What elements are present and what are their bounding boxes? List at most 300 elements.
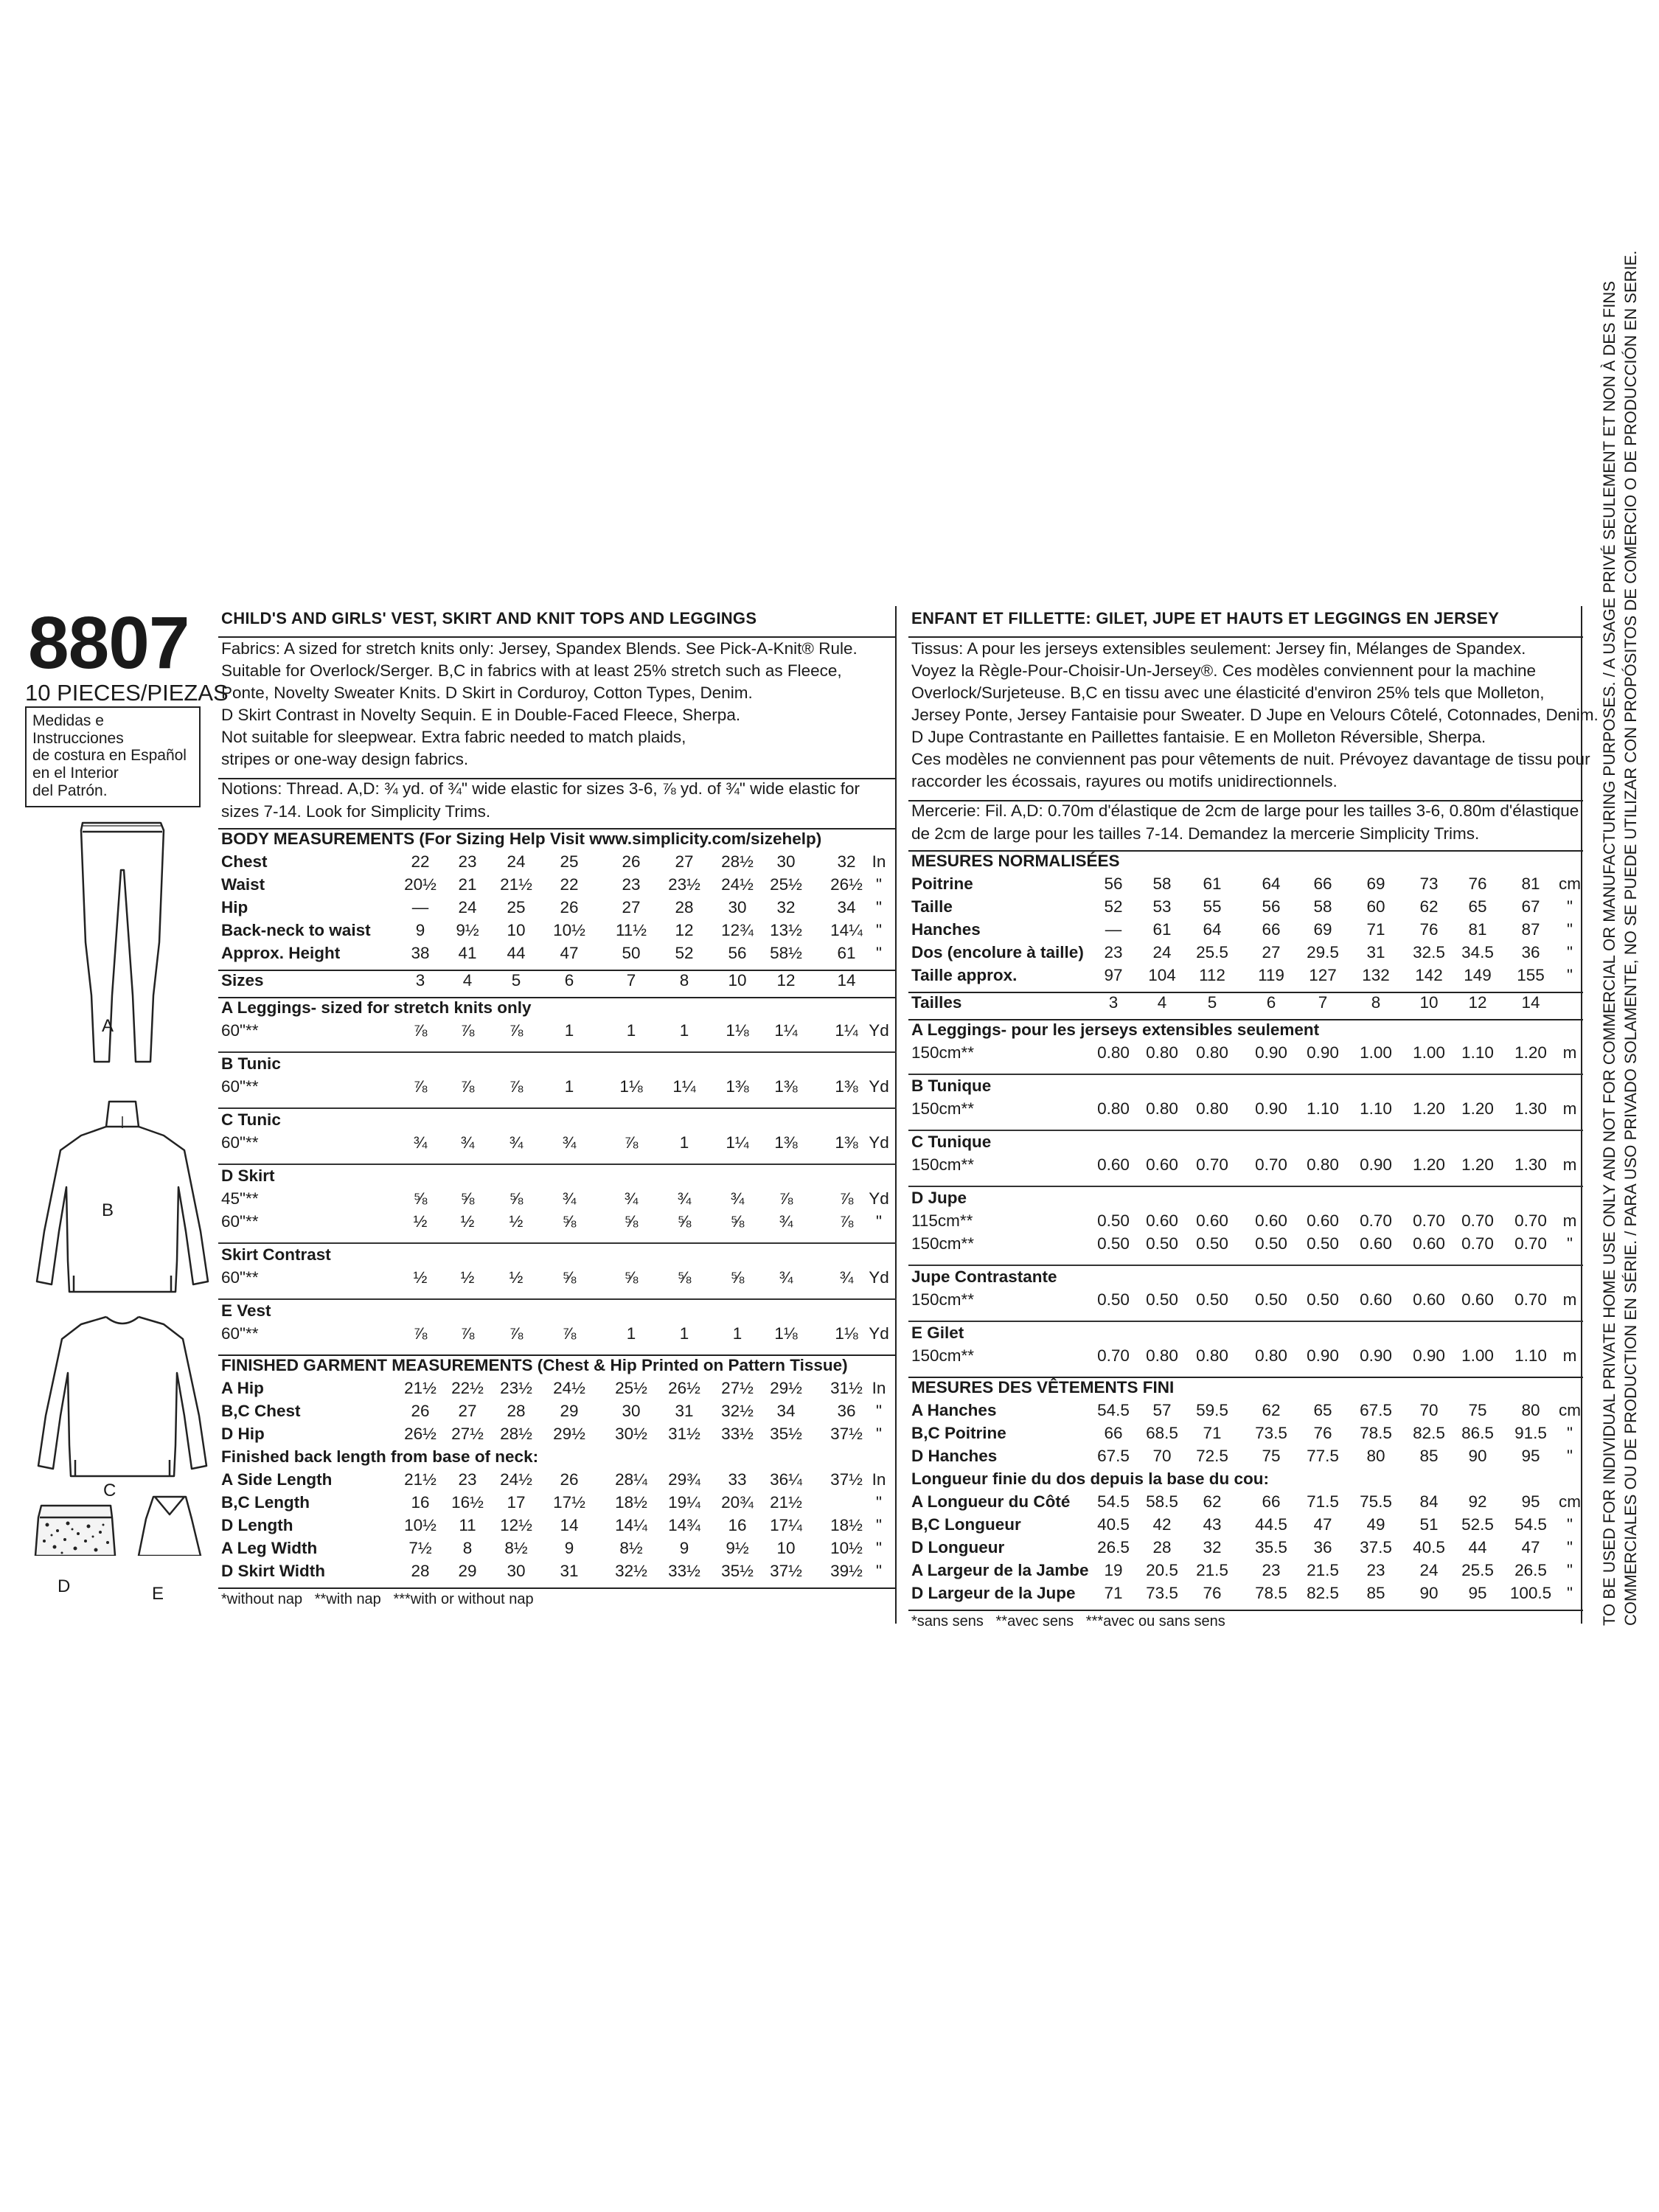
body-measurement-row-value: 66 (1313, 874, 1332, 893)
yardage-row-value: 1⅜ (835, 1133, 858, 1152)
body-measurement-row-value: 73 (1419, 874, 1439, 893)
yardage-row-unit: m (1562, 1155, 1577, 1174)
finished-measurement-row-value: 80 (1521, 1401, 1540, 1419)
yardage-row-value: 0.50 (1097, 1234, 1130, 1253)
yardage-row-value: 0.80 (1146, 1346, 1178, 1365)
body-measurement-row-value: 26½ (830, 875, 863, 894)
notions-text: Mercerie: Fil. A,D: 0.70m d'élastique de 2cm de large pour les tailles 3-6, 0.80m d'élastique (911, 801, 1579, 820)
finished-measurement-row-value: 67.5 (1360, 1401, 1392, 1419)
length-row-value: 44.5 (1255, 1515, 1287, 1534)
length-row-value: 58.5 (1146, 1492, 1178, 1511)
length-row-value: 36¼ (770, 1470, 802, 1489)
body-measurement-row-value: 67 (1521, 897, 1540, 916)
body-measurement-row-value: 112 (1199, 966, 1225, 984)
body-measurement-row-value: 127 (1309, 966, 1337, 984)
finished-measurement-row-unit: In (872, 1379, 886, 1397)
yardage-row-value: 1.30 (1514, 1099, 1547, 1118)
body-measurement-row-unit: " (1567, 920, 1573, 939)
yardage-row-value: 1 (564, 1021, 574, 1040)
yardage-row-value: ½ (509, 1268, 524, 1287)
length-row-unit: " (876, 1539, 882, 1557)
yardage-row-value: 0.90 (1360, 1346, 1392, 1365)
yardage-row-value: 1⅜ (726, 1077, 749, 1096)
yardage-view-title: E Vest (221, 1301, 271, 1320)
yardage-row-value: ½ (413, 1268, 428, 1287)
body-measurement-row-value: 24 (458, 898, 477, 917)
length-row-value: 17¼ (770, 1516, 802, 1534)
yardage-row-value: 1⅛ (774, 1324, 798, 1343)
yardage-row-value: 0.80 (1097, 1043, 1130, 1062)
length-row-label: A Side Length (221, 1470, 333, 1489)
fabrics-text: Jersey Ponte, Jersey Fantaisie pour Sweater. D Jupe en Velours Côtelé, Cotonnades, Denim. (911, 706, 1599, 724)
yardage-row-value: 0.80 (1196, 1099, 1228, 1118)
body-measurement-row-value: 69 (1366, 874, 1385, 893)
yardage-row-unit: Yd (869, 1021, 889, 1040)
length-row-label: A Longueur du Côté (911, 1492, 1071, 1511)
yardage-row-value: ⅝ (562, 1268, 577, 1287)
body-measurement-row-label: Hip (221, 898, 248, 917)
length-row-label: D Largeur de la Jupe (911, 1584, 1076, 1602)
rule-line (218, 1107, 897, 1109)
length-row-value: 54.5 (1097, 1492, 1130, 1511)
disclaimer-line: TO BE USED FOR INDIVIDUAL PRIVATE HOME USE ONLY AND NOT FOR COMMERCIAL OR MANUFACTURING PURPOSES. / A USAGE PRIVÉ SEULEMENT ET NON À DES FINS (1600, 281, 1618, 1626)
yardage-row-value: 1.10 (1514, 1346, 1547, 1365)
length-row-value: 36 (1313, 1538, 1332, 1557)
yardage-row-label: 60"** (221, 1133, 259, 1152)
figure-label-c: C (103, 1481, 116, 1500)
length-row-label: D Skirt Width (221, 1562, 326, 1580)
body-measurement-row-value: 21½ (500, 875, 532, 894)
finished-measurement-row-value: 29½ (770, 1379, 802, 1397)
rule-line (218, 1242, 897, 1244)
length-row-value: 28 (411, 1562, 430, 1580)
finished-measurement-row-unit: cm (1559, 1401, 1581, 1419)
finished-measurement-row-label: B,C Poitrine (911, 1424, 1006, 1442)
yardage-row-value: 0.50 (1196, 1234, 1228, 1253)
body-measurement-row-value: 56 (1104, 874, 1123, 893)
body-measurement-row-value: 60 (1366, 897, 1385, 916)
sizes-row-value: 8 (1371, 993, 1381, 1012)
finished-measurement-row-value: 78.5 (1360, 1424, 1392, 1442)
body-measurement-row-value: 32.5 (1413, 943, 1445, 961)
length-row-value: 75.5 (1360, 1492, 1392, 1511)
body-measurement-row-value: — (411, 898, 429, 917)
length-row-unit: " (876, 1516, 882, 1534)
yardage-row-unit: m (1562, 1211, 1577, 1230)
body-measurement-row-label: Hanches (911, 920, 981, 939)
yardage-row-value: 1¼ (835, 1021, 858, 1040)
notions-text: de 2cm de large pour les tailles 7-14. Demandez la mercerie Simplicity Trims. (911, 824, 1480, 843)
figure-label-a: A (102, 1016, 114, 1036)
body-measurement-row-value: 87 (1521, 920, 1540, 939)
finished-measurement-row-unit: " (876, 1425, 882, 1443)
sizes-row-value: 10 (1419, 993, 1439, 1012)
spanish-note-line: Medidas e Instrucciones (32, 712, 124, 747)
length-row-value: 21½ (770, 1493, 802, 1512)
rule-line (218, 1587, 897, 1589)
yardage-row-value: 1⅛ (619, 1077, 643, 1096)
yardage-row-value: 0.80 (1097, 1099, 1130, 1118)
yardage-row-value: 0.70 (1514, 1290, 1547, 1309)
yardage-row-value: 0.90 (1307, 1346, 1339, 1365)
body-measurement-row-value: 26 (622, 852, 641, 871)
finished-measurement-row-value: 62 (1262, 1401, 1281, 1419)
length-row-value: 84 (1419, 1492, 1439, 1511)
sizes-row-value: 7 (626, 971, 636, 990)
body-measurement-row-value: 28½ (721, 852, 754, 871)
yardage-row-value: 0.90 (1255, 1099, 1287, 1118)
yardage-row-value: 0.60 (1413, 1234, 1445, 1253)
length-row-value: 30 (507, 1562, 526, 1580)
length-row-value: 19 (1104, 1561, 1123, 1579)
body-measurement-row-value: 61 (1203, 874, 1222, 893)
length-row-value: 51 (1419, 1515, 1439, 1534)
body-measurement-row-label: Waist (221, 875, 265, 894)
yardage-row-value: ¾ (779, 1212, 793, 1231)
body-measurement-row-value: 25½ (770, 875, 802, 894)
finished-measurement-row-value: 29 (560, 1402, 579, 1420)
finished-measurement-row-value: 91.5 (1514, 1424, 1547, 1442)
body-measurement-row-value: 119 (1258, 966, 1284, 984)
section-title: ENFANT ET FILLETTE: GILET, JUPE ET HAUTS ET LEGGINGS EN JERSEY (911, 609, 1500, 627)
length-row-value: 35.5 (1255, 1538, 1287, 1557)
yardage-row-value: ½ (460, 1268, 475, 1287)
finished-measurement-row-value: 30 (622, 1402, 641, 1420)
notions-text: Notions: Thread. A,D: ¾ yd. of ¾" wide elastic for sizes 3-6, ⅞ yd. of ¾" wide elastic for (221, 779, 860, 798)
length-row-value: 21.5 (1196, 1561, 1228, 1579)
yardage-row-value: ¾ (730, 1189, 745, 1208)
finished-measurement-row-value: 76 (1313, 1424, 1332, 1442)
rule-line (218, 1164, 897, 1165)
body-measurement-row-value: 50 (622, 944, 641, 962)
sizes-row-label: Sizes (221, 971, 264, 990)
body-measurement-row-value: 9½ (456, 921, 479, 939)
finished-measurement-row-value: 73.5 (1255, 1424, 1287, 1442)
yardage-row-unit: " (1567, 1234, 1573, 1253)
yardage-row-value: 0.60 (1196, 1211, 1228, 1230)
body-measurement-row-value: 22 (560, 875, 579, 894)
yardage-row-value: 1⅜ (835, 1077, 858, 1096)
yardage-row-value: 0.60 (1360, 1290, 1392, 1309)
yardage-row-value: ¾ (460, 1133, 475, 1152)
yardage-row-value: ⅞ (413, 1324, 428, 1343)
fabrics-text: Tissus: A pour les jerseys extensibles seulement: Jersey fin, Mélanges de Spandex. (911, 639, 1526, 658)
leggings-illustration (81, 823, 164, 1062)
finished-measurement-row-value: 26 (411, 1402, 430, 1420)
finished-measurement-row-value: 30½ (615, 1425, 647, 1443)
length-row-value: 8½ (504, 1539, 528, 1557)
finished-measurements-header: FINISHED GARMENT MEASUREMENTS (Chest & Hip Printed on Pattern Tissue) (221, 1356, 848, 1374)
fabrics-text: Ponte, Novelty Sweater Knits. D Skirt in Corduroy, Cotton Types, Denim. (221, 684, 753, 702)
length-row-value: 18½ (615, 1493, 647, 1512)
sizes-row-value: 8 (679, 971, 689, 990)
finished-measurement-row-unit: " (1567, 1424, 1573, 1442)
yardage-row-value: 0.70 (1514, 1234, 1547, 1253)
yardage-row-value: 1⅜ (774, 1077, 798, 1096)
length-row-value: 14¾ (668, 1516, 700, 1534)
yardage-row-value: ⅞ (460, 1021, 475, 1040)
yardage-row-value: 0.60 (1255, 1211, 1287, 1230)
finished-measurement-row-value: 28 (507, 1402, 526, 1420)
finished-measurement-row-value: 24½ (553, 1379, 585, 1397)
yardage-row-label: 150cm** (911, 1346, 975, 1365)
disclaimer-line: COMMERCIALES OU DE PRODUCTION EN SÉRIE. / PARA USO PRIVADO SOLAMENTE, NO SE PUEDE UTILIZAR CON PROPÓSITOS DE COMERCIO O DE PRODUCCIÓN EN SERIE. (1621, 250, 1640, 1626)
body-measurement-row-value: 27 (622, 898, 641, 917)
sizes-row-value: 3 (415, 971, 425, 990)
yardage-row-value: 0.80 (1307, 1155, 1339, 1174)
finished-measurement-row-value: 70 (1419, 1401, 1439, 1419)
yardage-row-value: 1.10 (1360, 1099, 1392, 1118)
finished-measurement-row-value: 67.5 (1097, 1447, 1130, 1465)
sizes-row-value: 12 (1468, 993, 1487, 1012)
yardage-row-value: ⅞ (509, 1021, 524, 1040)
body-measurement-row-unit: In (872, 852, 886, 871)
body-measurement-row-value: 52 (675, 944, 694, 962)
yardage-row-value: ⅝ (460, 1189, 475, 1208)
length-row-value: 32½ (615, 1562, 647, 1580)
body-measurement-row-value: 81 (1521, 874, 1540, 893)
yardage-row-value: 0.80 (1146, 1099, 1178, 1118)
length-row-label: A Leg Width (221, 1539, 318, 1557)
body-measurement-row-unit: cm (1559, 874, 1581, 893)
length-row-value: 28¼ (615, 1470, 647, 1489)
body-measurement-row-value: 34.5 (1461, 943, 1494, 961)
length-row-value: 44 (1468, 1538, 1487, 1557)
yardage-row-value: 1 (626, 1324, 636, 1343)
length-row-value: 62 (1203, 1492, 1222, 1511)
yardage-row-value: 0.70 (1514, 1211, 1547, 1230)
length-row-unit: " (1567, 1538, 1573, 1557)
body-measurement-row-value: 28 (675, 898, 694, 917)
yardage-row-value: 1.30 (1514, 1155, 1547, 1174)
pattern-number: 8807 (28, 602, 189, 684)
length-row-value: 14¼ (615, 1516, 647, 1534)
length-row-value: 52.5 (1461, 1515, 1494, 1534)
sizes-row-value: 6 (1266, 993, 1276, 1012)
yardage-row-value: ⅞ (460, 1324, 475, 1343)
yardage-row-value: 1 (679, 1324, 689, 1343)
fabrics-text: Ces modèles ne conviennent pas pour vêtements de nuit. Prévoyez davantage de tissu pour (911, 750, 1590, 768)
sizes-row-value: 5 (1207, 993, 1217, 1012)
length-row-value: 8 (462, 1539, 473, 1557)
yardage-row-label: 150cm** (911, 1290, 975, 1309)
tunic-b-illustration (37, 1102, 208, 1292)
body-measurement-row-value: 13½ (770, 921, 802, 939)
yardage-row-value: 0.70 (1413, 1211, 1445, 1230)
body-measurement-row-value: 71 (1366, 920, 1385, 939)
finished-measurement-row-value: 28½ (500, 1425, 532, 1443)
body-measurement-row-value: 132 (1362, 966, 1390, 984)
body-measurement-row-value: 47 (560, 944, 579, 962)
yardage-row-value: 0.50 (1307, 1290, 1339, 1309)
yardage-row-label: 60"** (221, 1021, 259, 1040)
rule-line (908, 1265, 1583, 1266)
yardage-row-value: 1 (626, 1021, 636, 1040)
length-row-value: 85 (1366, 1584, 1385, 1602)
length-row-value: 54.5 (1514, 1515, 1547, 1534)
finished-measurement-row-value: 26½ (668, 1379, 700, 1397)
body-measurement-row-value: 27 (1262, 943, 1281, 961)
length-row-value: 20.5 (1146, 1561, 1178, 1579)
body-measurement-row-value: 149 (1464, 966, 1492, 984)
length-row-value: 10½ (404, 1516, 437, 1534)
finished-measurement-row-value: 95 (1521, 1447, 1540, 1465)
body-measurement-row-unit: " (1567, 966, 1573, 984)
fabrics-text: D Skirt Contrast in Novelty Sequin. E in Double-Faced Fleece, Sherpa. (221, 706, 741, 724)
yardage-row-unit: " (876, 1212, 882, 1231)
body-measurement-row-value: 23 (1104, 943, 1123, 961)
finished-measurement-row-value: 26½ (404, 1425, 437, 1443)
length-row-value: 40.5 (1097, 1515, 1130, 1534)
body-measurement-row-value: 30 (776, 852, 796, 871)
length-row-value: 20¾ (721, 1493, 754, 1512)
finished-measurement-row-value: 57 (1152, 1401, 1172, 1419)
yardage-row-value: 0.60 (1413, 1290, 1445, 1309)
length-row-value: 16½ (451, 1493, 484, 1512)
yardage-view-title: D Jupe (911, 1189, 967, 1207)
body-measurement-row-value: 62 (1419, 897, 1439, 916)
body-measurement-row-value: 23½ (668, 875, 700, 894)
yardage-row-value: 1.20 (1413, 1099, 1445, 1118)
length-row-value: 92 (1468, 1492, 1487, 1511)
yardage-view-title: A Leggings- pour les jerseys extensibles seulement (911, 1020, 1320, 1039)
length-row-value: 9½ (726, 1539, 749, 1557)
body-measurement-row-value: 34 (837, 898, 856, 917)
yardage-row-value: ¾ (562, 1133, 577, 1152)
body-measurement-row-value: 64 (1203, 920, 1222, 939)
length-row-value: 47 (1313, 1515, 1332, 1534)
length-row-value: 29¾ (668, 1470, 700, 1489)
body-measurement-row-value: 76 (1419, 920, 1439, 939)
length-row-value: 40.5 (1413, 1538, 1445, 1557)
yardage-row-value: 0.70 (1255, 1155, 1287, 1174)
length-row-value: 9 (564, 1539, 574, 1557)
body-measurements-header: BODY MEASUREMENTS (For Sizing Help Visit www.simplicity.com/sizehelp) (221, 830, 822, 848)
body-measurement-row-label: Dos (encolure à taille) (911, 943, 1084, 961)
finished-measurement-row-value: 80 (1366, 1447, 1385, 1465)
sizes-row-value: 4 (1157, 993, 1167, 1012)
finished-measurement-row-value: 86.5 (1461, 1424, 1494, 1442)
body-measurement-row-value: 24 (1152, 943, 1172, 961)
length-row-value: 25.5 (1461, 1561, 1494, 1579)
fabrics-text: Suitable for Overlock/Serger. B,C in fabrics with at least 25% stretch such as Fleece, (221, 661, 842, 680)
body-measurement-row-value: 25 (560, 852, 579, 871)
length-row-value: 14 (560, 1516, 579, 1534)
yardage-row-value: 1⅛ (835, 1324, 858, 1343)
finished-measurement-row-value: 68.5 (1146, 1424, 1178, 1442)
length-row-value: 42 (1152, 1515, 1172, 1534)
fabrics-text: stripes or one-way design fabrics. (221, 750, 469, 768)
body-measurement-row-value: 41 (458, 944, 477, 962)
finished-measurement-row-label: B,C Chest (221, 1402, 301, 1420)
body-measurement-row-value: — (1105, 920, 1122, 939)
finished-measurement-row-value: 22½ (451, 1379, 484, 1397)
yardage-row-unit: m (1562, 1099, 1577, 1118)
yardage-row-value: 0.90 (1360, 1155, 1392, 1174)
length-row-unit: cm (1559, 1492, 1581, 1511)
length-row-value: 26.5 (1097, 1538, 1130, 1557)
length-row-value: 49 (1366, 1515, 1385, 1534)
length-row-value: 32 (1203, 1538, 1222, 1557)
body-measurement-row-value: 11½ (615, 921, 647, 939)
length-row-label: D Length (221, 1516, 293, 1534)
finished-measurement-row-label: D Hanches (911, 1447, 998, 1465)
finished-measurement-row-value: 35½ (770, 1425, 802, 1443)
yardage-row-value: 0.80 (1196, 1043, 1228, 1062)
sizes-row-value: 14 (837, 971, 856, 990)
yardage-row-label: 150cm** (911, 1099, 975, 1118)
yardage-row-value: 1.20 (1413, 1155, 1445, 1174)
finished-measurement-row-value: 90 (1468, 1447, 1487, 1465)
yardage-row-label: 60"** (221, 1077, 259, 1096)
figure-label-d: D (58, 1576, 71, 1596)
yardage-row-value: 1¼ (726, 1133, 749, 1152)
yardage-row-value: ⅞ (624, 1133, 639, 1152)
yardage-row-value: ⅞ (839, 1212, 854, 1231)
body-measurement-row-value: 24½ (721, 875, 754, 894)
body-measurement-row-value: 14¼ (830, 921, 863, 939)
vest-illustration (139, 1497, 201, 1556)
yardage-row-value: 0.90 (1413, 1346, 1445, 1365)
body-measurement-row-unit: " (876, 921, 882, 939)
yardage-row-value: ¾ (624, 1189, 639, 1208)
yardage-row-value: ⅝ (677, 1212, 692, 1231)
yardage-row-value: 1 (679, 1021, 689, 1040)
finished-measurement-row-value: 54.5 (1097, 1401, 1130, 1419)
yardage-row-value: 0.50 (1146, 1234, 1178, 1253)
yardage-row-value: 0.80 (1255, 1346, 1287, 1365)
length-row-value: 23 (1262, 1561, 1281, 1579)
rule-line (908, 636, 1583, 638)
length-row-value: 71.5 (1307, 1492, 1339, 1511)
yardage-row-label: 60"** (221, 1324, 259, 1343)
sizes-row-value: 12 (776, 971, 796, 990)
length-row-value: 23 (458, 1470, 477, 1489)
body-measurement-row-value: 22 (411, 852, 430, 871)
body-measurement-row-value: 32 (776, 898, 796, 917)
length-row-unit: " (1567, 1584, 1573, 1602)
yardage-row-value: 0.70 (1360, 1211, 1392, 1230)
yardage-row-label: 150cm** (911, 1234, 975, 1253)
yardage-row-value: ½ (509, 1212, 524, 1231)
yardage-row-unit: Yd (869, 1268, 889, 1287)
length-row-value: 16 (728, 1516, 747, 1534)
yardage-row-value: 0.60 (1307, 1211, 1339, 1230)
body-measurement-row-value: 38 (411, 944, 430, 962)
body-measurement-row-unit: " (1567, 943, 1573, 961)
yardage-row-value: 0.60 (1461, 1290, 1494, 1309)
body-measurement-row-unit: " (876, 875, 882, 894)
yardage-row-value: 0.60 (1146, 1211, 1178, 1230)
finished-measurement-row-value: 75 (1468, 1401, 1487, 1419)
yardage-row-value: 1 (564, 1077, 574, 1096)
yardage-row-label: 60"** (221, 1268, 259, 1287)
yardage-view-title: Jupe Contrastante (911, 1267, 1057, 1286)
body-measurement-row-value: 81 (1468, 920, 1487, 939)
yardage-view-title: E Gilet (911, 1324, 964, 1342)
section-title: CHILD'S AND GIRLS' VEST, SKIRT AND KNIT TOPS AND LEGGINGS (221, 609, 757, 627)
yardage-row-value: 1.10 (1461, 1043, 1494, 1062)
body-measurements-header: MESURES NORMALISÉES (911, 852, 1120, 870)
body-measurement-row-value: 10 (507, 921, 526, 939)
length-row-value: 11 (459, 1516, 476, 1534)
yardage-row-value: 1.10 (1307, 1099, 1339, 1118)
yardage-row-value: 0.90 (1255, 1043, 1287, 1062)
rule-line (218, 1051, 897, 1053)
yardage-row-label: 115cm** (911, 1211, 973, 1230)
length-row-value: 82.5 (1307, 1584, 1339, 1602)
body-measurement-row-unit: " (1567, 897, 1573, 916)
